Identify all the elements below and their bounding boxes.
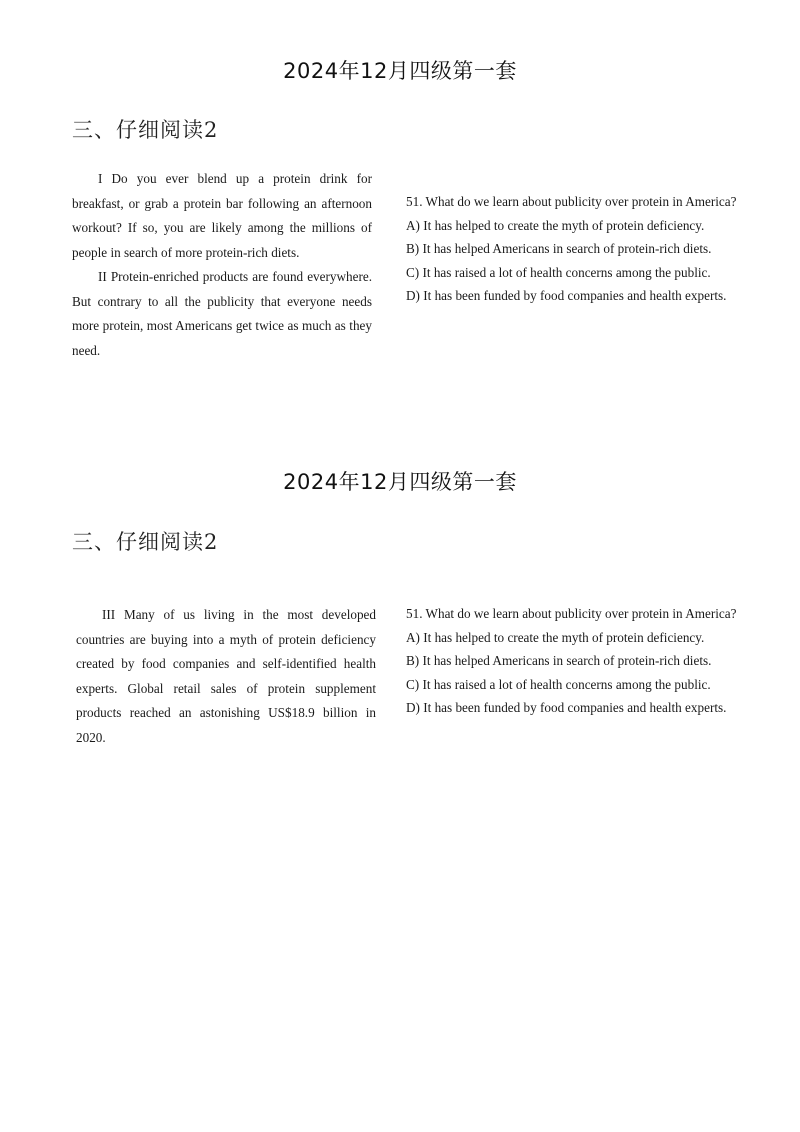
reading-passage xyxy=(76,603,376,750)
question-stem: 51. What do we learn about publicity over protein in America? xyxy=(406,606,737,621)
section-heading: 三、仔细阅读2 xyxy=(72,530,219,554)
page-title: 2024年12月四级第一套 xyxy=(283,59,517,83)
question-block xyxy=(406,602,747,720)
section-heading: 三、仔细阅读2 xyxy=(72,118,219,142)
option-b: B) It has helped Americans in search of protein-rich diets. xyxy=(406,653,712,668)
option-a: A) It has helped to create the myth of protein deficiency. xyxy=(406,629,705,645)
reading-passage xyxy=(72,167,372,363)
option-c: C) It has raised a lot of health concerns among the public. xyxy=(406,264,711,280)
option-a: A) It has helped to create the myth of protein deficiency. xyxy=(406,217,705,233)
option-d: D) It has been funded by food companies and health experts. xyxy=(406,288,727,303)
option-d: D) It has been funded by food companies and health experts. xyxy=(406,700,727,715)
passage-paragraph: II Protein-enriched products are found everywhere. But contrary to all the publicity that everyone needs more protein, most Americans get twice as much as they need. xyxy=(72,269,372,358)
passage-paragraph: III Many of us living in the most developed countries are buying into a myth of protein deficiency created by food companies and self-identified health experts. Global retail sales of protein supplement products reached an astonishing US$18.9 billion in 2020. xyxy=(76,607,376,745)
page-title: 2024年12月四级第一套 xyxy=(283,470,517,494)
passage-paragraph: I Do you ever blend up a protein drink for breakfast, or grab a protein bar following an afternoon workout? If so, you are likely among the millions of people in search of more protein-rich diets. xyxy=(72,171,372,260)
option-b: B) It has helped Americans in search of protein-rich diets. xyxy=(406,241,712,256)
question-block xyxy=(406,190,747,308)
option-c: C) It has raised a lot of health concerns among the public. xyxy=(406,676,711,692)
question-stem: 51. What do we learn about publicity over protein in America? xyxy=(406,194,737,209)
